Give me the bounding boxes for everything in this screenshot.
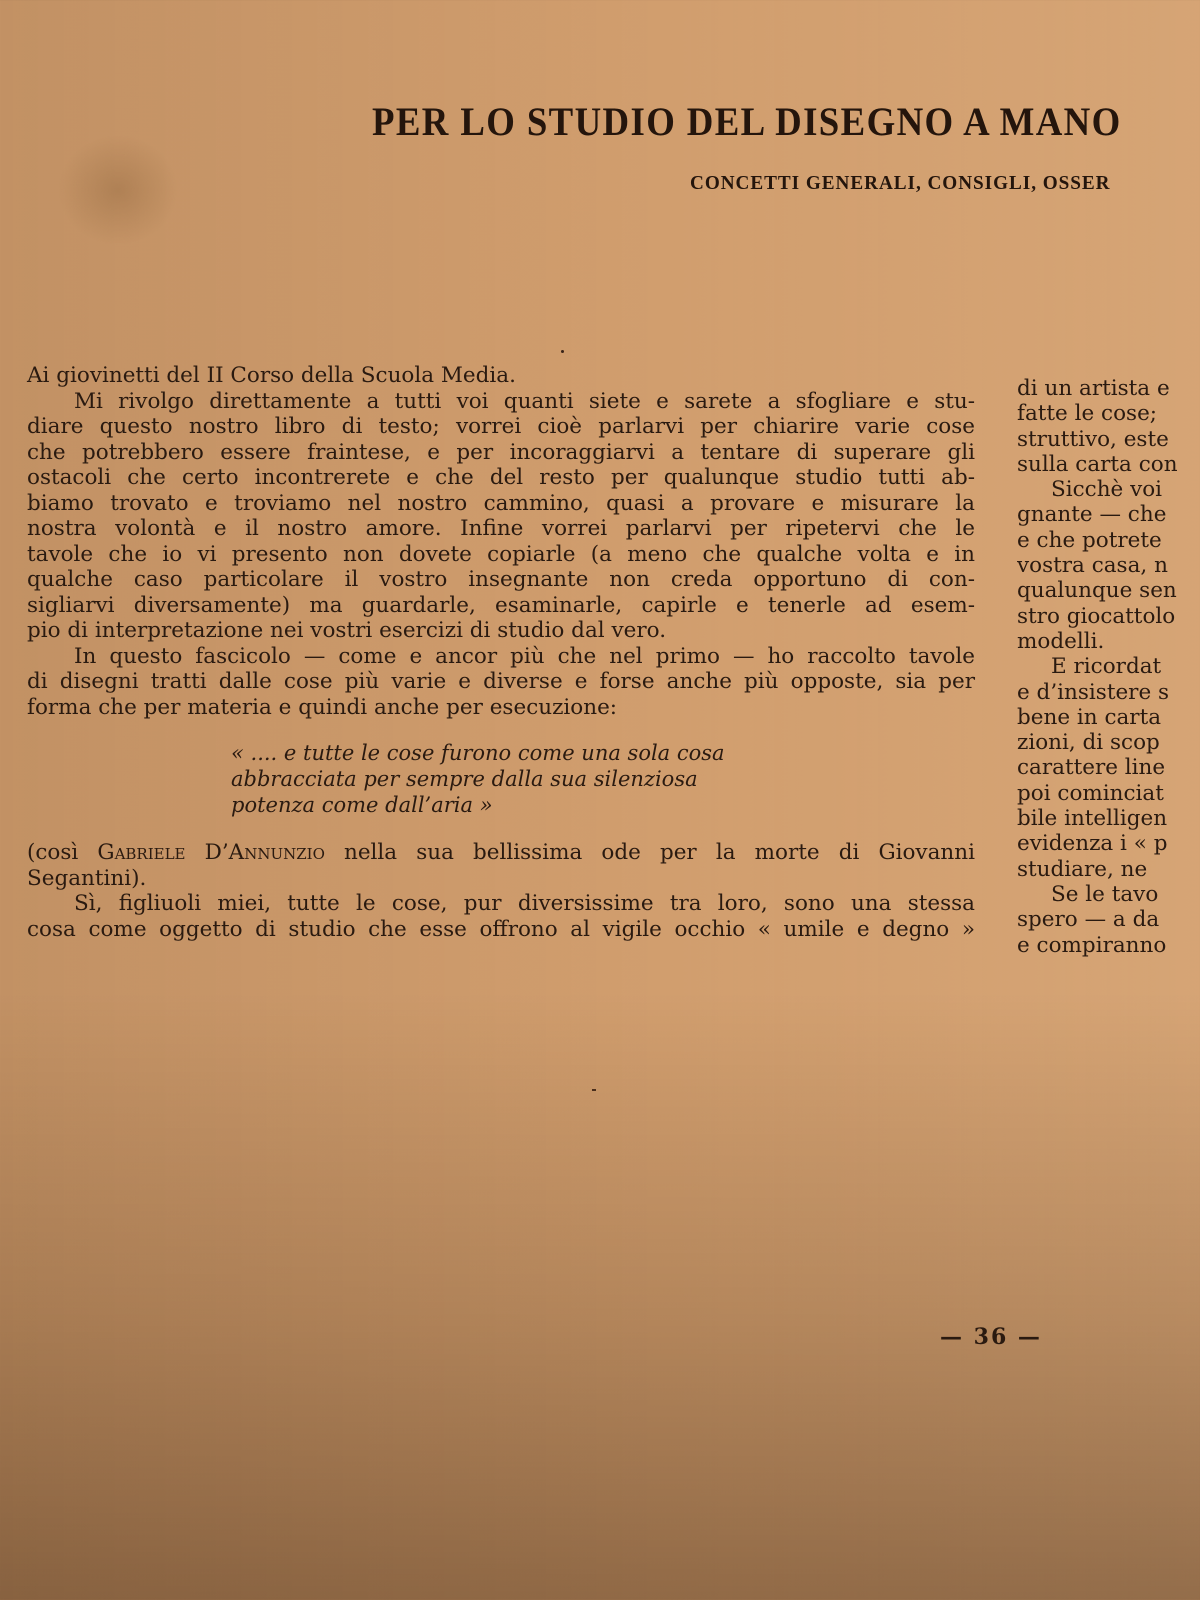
quote-line: abbracciata per sempre dalla sua silenziosa (231, 767, 698, 791)
text-line: e che potrete (1017, 527, 1162, 553)
page-number: — 36 — (940, 1324, 1042, 1350)
text-line: sulla carta con (1017, 451, 1178, 477)
text-line: studiare, ne (1017, 856, 1148, 882)
attribution-prefix: (così (27, 840, 98, 865)
text-line: nostra volontà e il nostro amore. Infine vorrei parlarvi per ripetervi che le (27, 516, 975, 541)
author-name: Gabriele D’Annunzio (97, 840, 325, 865)
text-line: e d’insistere s (1017, 679, 1170, 705)
text-line: di un artista e (1017, 376, 1170, 401)
text-line: fatte le cose; (1017, 401, 1158, 427)
right-text-column-cropped (1017, 376, 1200, 958)
quote-line: « .... e tutte le cose furono come una sola cosa (231, 741, 725, 765)
text-line: qualunque sen (1017, 578, 1177, 604)
attribution (27, 840, 975, 891)
left-text-column (27, 363, 975, 942)
salutation: Ai giovinetti del II Corso della Scuola Media. (27, 363, 516, 388)
text-line: Segantini). (27, 865, 147, 891)
text-line: pio di interpretazione nei vostri esercizi di studio dal vero. (27, 618, 667, 643)
text-line: bile intelligen (1017, 806, 1168, 832)
text-line: che potrebbero essere fraintese, e per incoraggiarvi a tentare di superare gli (27, 439, 975, 465)
text-line: struttivo, este (1017, 426, 1169, 452)
text-line: tavole che io vi presento non dovete copiarle (a meno che qualche volta e in (27, 541, 975, 567)
text-line: stro giocattolo (1017, 603, 1176, 629)
text-line: diare questo nostro libro di testo; vorrei cioè parlarvi per chiarire varie cose (27, 414, 975, 439)
text-line: zioni, di scop (1017, 730, 1160, 756)
paragraph-2 (27, 644, 975, 721)
text-line: Mi rivolgo direttamente a tutti voi quanti siete e sarete a sfogliare e stu- (74, 388, 975, 414)
text-line (27, 840, 975, 866)
text-line: cosa come oggetto di studio che esse offrono al vigile occhio « umile e degno » (27, 916, 975, 942)
text-line: E ricordat (1051, 654, 1162, 680)
text-line: carattere line (1017, 755, 1166, 781)
page-subtitle: CONCETTI GENERALI, CONSIGLI, OSSER (690, 172, 1111, 194)
ink-speck (592, 1089, 596, 1091)
ink-speck (561, 350, 564, 353)
text-line: bene in carta (1017, 704, 1162, 730)
text-line: In questo fascicolo — come e ancor più che nel primo — ho raccolto tavole (74, 643, 975, 669)
paragraph-3 (27, 891, 975, 942)
page-title: PER LO STUDIO DEL DISEGNO A MANO (372, 99, 1122, 144)
text-line: evidenza i « p (1017, 831, 1168, 857)
text-line: forma che per materia e quindi anche per esecuzione: (27, 694, 618, 720)
text-line: spero — a da (1017, 907, 1160, 933)
text-line: Sì, figliuoli miei, tutte le cose, pur diversissime tra loro, sono una stessa (74, 891, 975, 916)
text-line: di disegni tratti dalle cose più varie e diverse e forse anche più opposte, sia per (27, 669, 975, 694)
paragraph-1 (27, 389, 975, 644)
text-line: poi cominciat (1017, 780, 1164, 806)
text-line: vostra casa, n (1017, 553, 1168, 579)
text-line: e compiranno (1017, 932, 1167, 958)
quote-line: potenza come dall’aria » (231, 793, 493, 817)
text-line: gnante — che (1017, 502, 1167, 528)
text-line: Sicchè voi (1051, 477, 1163, 503)
text-line: Se le tavo (1051, 881, 1159, 907)
dannunzio-quote (231, 740, 975, 818)
text-line: sigliarvi diversamente) ma guardarle, esaminarle, capirle e tenerle ad esem- (27, 592, 975, 618)
text-line: ostacoli che certo incontrerete e che del resto per qualunque studio tutti ab- (27, 465, 975, 490)
text-line: biamo trovato e troviamo nel nostro cammino, quasi a provare e misurare la (27, 490, 975, 516)
text-line: modelli. (1017, 628, 1105, 654)
attribution-suffix: nella sua bellissima ode per la morte di Giovanni (324, 840, 975, 865)
text-line: qualche caso particolare il vostro insegnante non creda opportuno di con- (27, 567, 975, 592)
